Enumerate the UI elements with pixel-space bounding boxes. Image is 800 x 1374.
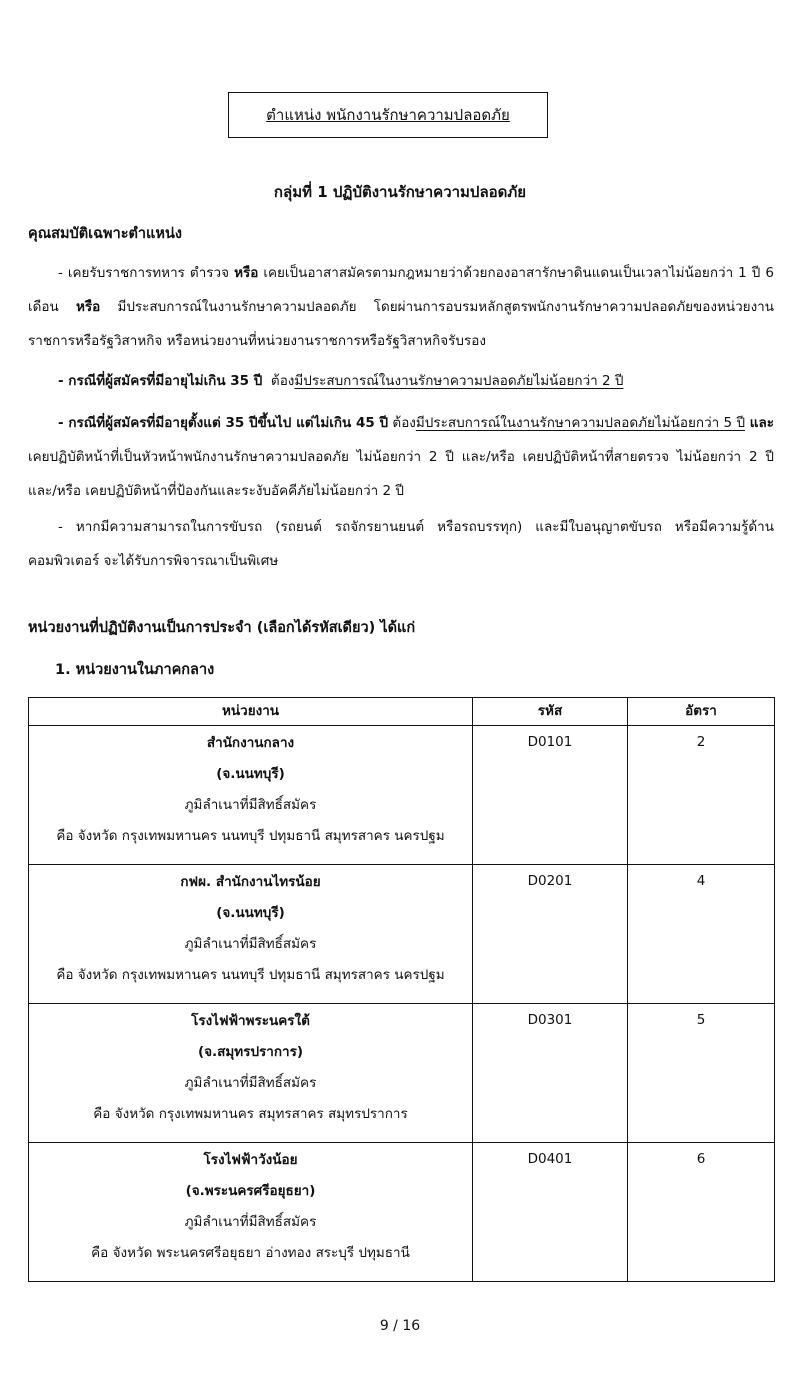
table-row (29, 1004, 775, 1143)
text-bold: - กรณีที่ผู้สมัครที่มีอายุตั้งแต่ 35 ปีขึ้นไป แต่ไม่เกิน 45 ปี (58, 415, 389, 431)
unit-rate: 2 (628, 726, 775, 865)
unit-cell (29, 726, 473, 865)
unit-cell (29, 1004, 473, 1143)
group-heading: กลุ่มที่ 1 ปฏิบัติงานรักษาความปลอดภัย (273, 183, 527, 201)
units-heading: หน่วยงานที่ปฏิบัติงานเป็นการประจำ (เลือกได้รหัสเดียว) ได้แก่ (28, 620, 416, 636)
header-rate: อัตรา (628, 698, 775, 726)
text: - หากมีความสามารถในการขับรถ (รถยนต์ รถจักรยานยนต์ หรือรถบรรทุก) และมีใบอนุญาตขับรถ หรือมีความรู้ด้านคอมพิวเตอร์ จะได้รับการพิจารณาเป็นพิเศษ (28, 519, 774, 569)
qualification-paragraph-1 (28, 256, 774, 358)
region-subheading: 1. หน่วยงานในภาคกลาง (55, 662, 215, 678)
unit-province: (จ.นนทบุรี) (216, 905, 285, 921)
domicile-provinces: คือ จังหวัด กรุงเทพมหานคร นนทบุรี ปทุมธานี สมุทรสาคร นครปฐม (56, 967, 445, 983)
unit-code: D0401 (473, 1143, 628, 1282)
domicile-label: ภูมิลำเนาที่มีสิทธิ์สมัคร (184, 1214, 317, 1230)
unit-code: D0301 (473, 1004, 628, 1143)
unit-name: กฟผ. สำนักงานไทรน้อย (180, 874, 321, 890)
unit-name: สำนักงานกลาง (206, 735, 295, 751)
text: ต้อง (262, 373, 295, 389)
qualification-paragraph-4 (28, 510, 774, 578)
qualification-paragraph-2 (28, 364, 774, 398)
text-bold: หรือ (75, 299, 101, 315)
unit-name: โรงไฟฟ้าพระนครใต้ (191, 1013, 310, 1029)
text: มีประสบการณ์ในงานรักษาความปลอดภัย โดยผ่านการอบรมหลักสูตรพนักงานรักษาความปลอดภัยของหน่วยงานราชการหรือรัฐวิสาหกิจ หรือหน่วยงานที่หน่วยงานราชการหรือรัฐวิสาหกิจรับรอง (28, 299, 774, 349)
domicile-provinces: คือ จังหวัด พระนครศรีอยุธยา อ่างทอง สระบุรี ปทุมธานี (91, 1245, 410, 1261)
table-row (29, 865, 775, 1004)
table-row (29, 726, 775, 865)
text-underlined: มีประสบการณ์ในงานรักษาความปลอดภัยไม่น้อยกว่า 5 ปี (415, 415, 746, 431)
domicile-provinces: คือ จังหวัด กรุงเทพมหานคร นนทบุรี ปทุมธานี สมุทรสาคร นครปฐม (56, 828, 445, 844)
unit-code: D0201 (473, 865, 628, 1004)
domicile-label: ภูมิลำเนาที่มีสิทธิ์สมัคร (184, 1075, 317, 1091)
unit-code: D0101 (473, 726, 628, 865)
text: เคยเป็นอาสาสมัครตามกฎหมายว่าด้วยกองอาสารักษาดินแดนเป็นเวลาไม่น้อยกว่า 1 ปี 6 เดือน (28, 265, 774, 315)
text-bold: และ (745, 415, 775, 431)
qualification-paragraph-3 (28, 406, 774, 508)
text-underlined: มีประสบการณ์ในงานรักษาความปลอดภัยไม่น้อยกว่า 2 ปี (294, 373, 624, 389)
table-row (29, 1143, 775, 1282)
text: เคยปฏิบัติหน้าที่เป็นหัวหน้าพนักงานรักษาความปลอดภัย ไม่น้อยกว่า 2 ปี และ/หรือ เคยปฏิบัติหน้าที่สายตรวจ ไม่น้อยกว่า 2 ปี และ/หรือ เคยปฏิบัติหน้าที่ป้องกันและระงับอัคคีภัยไม่น้อยกว่า 2 ปี (28, 449, 774, 499)
unit-province: (จ.สมุทรปราการ) (197, 1044, 304, 1060)
text: ต้อง (388, 415, 416, 431)
domicile-label: ภูมิลำเนาที่มีสิทธิ์สมัคร (184, 797, 317, 813)
text-bold: - กรณีที่ผู้สมัครที่มีอายุไม่เกิน 35 ปี (58, 373, 263, 389)
text-bold: หรือ (234, 265, 259, 281)
unit-cell (29, 865, 473, 1004)
unit-cell (29, 1143, 473, 1282)
header-unit: หน่วยงาน (29, 698, 473, 726)
unit-province: (จ.นนทบุรี) (216, 766, 285, 782)
header-code: รหัส (473, 698, 628, 726)
qualifications-heading: คุณสมบัติเฉพาะตำแหน่ง (28, 226, 182, 242)
unit-name: โรงไฟฟ้าวังน้อย (203, 1152, 298, 1168)
position-title-box (228, 92, 548, 138)
unit-rate: 5 (628, 1004, 775, 1143)
unit-rate: 4 (628, 865, 775, 1004)
domicile-provinces: คือ จังหวัด กรุงเทพมหานคร สมุทรสาคร สมุทรปราการ (93, 1106, 408, 1122)
unit-province: (จ.พระนครศรีอยุธยา) (185, 1183, 316, 1199)
units-table (28, 697, 775, 1282)
domicile-label: ภูมิลำเนาที่มีสิทธิ์สมัคร (184, 936, 317, 952)
position-title: ตำแหน่ง พนักงานรักษาความปลอดภัย (266, 106, 510, 124)
unit-rate: 6 (628, 1143, 775, 1282)
text: - เคยรับราชการทหาร ตำรวจ (58, 265, 235, 281)
page-number: 9 / 16 (379, 1318, 421, 1334)
